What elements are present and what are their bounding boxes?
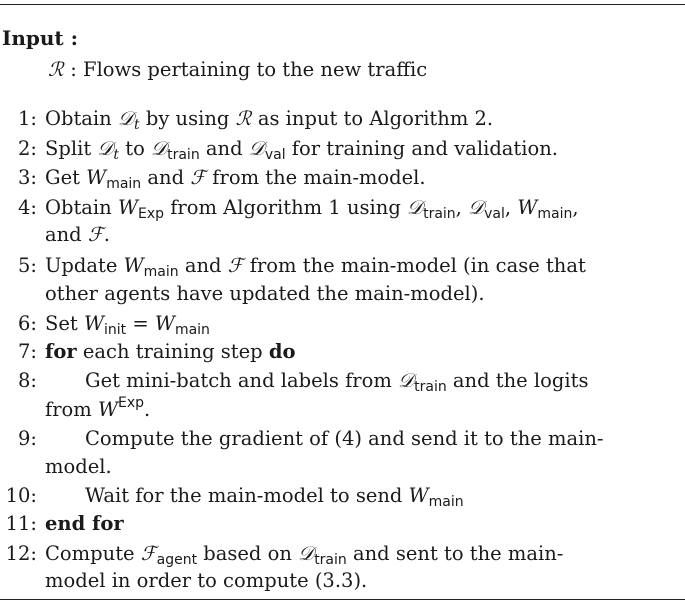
input-description — [48, 55, 427, 84]
step-number: 6: — [18, 312, 37, 335]
step-text: Compute ℱ$_{agent}$ based on 𝒟$_{train}$ and sent to the main- — [45, 542, 564, 568]
step-number: 11: — [5, 512, 37, 535]
step-text-continued: model in order to compute (3.3). — [45, 569, 368, 592]
step-text: Get $W_{main}$ and ℱ from the main-model. — [45, 166, 426, 192]
step-text: Obtain $W_{Exp}$ from Algorithm 1 using 𝒟$_{train}$, 𝒟$_{val}$, $W_{main}$, — [45, 196, 579, 222]
step-text: Compute the gradient of (4) and send it to the main- — [85, 427, 604, 450]
step-number: 10: — [5, 484, 37, 507]
step-number: 5: — [18, 254, 37, 277]
step-text: end for — [45, 512, 124, 535]
step-text: Get mini-batch and labels from 𝒟$_{train}$ and the logits — [85, 369, 589, 395]
step-text: Obtain 𝒟$_t$ by using ℛ as input to Algorithm 2. — [45, 107, 494, 133]
step-text: for each training step do — [45, 340, 296, 363]
flows-symbol: ℛ — [48, 58, 65, 81]
step-text: Set $W_{init} = W_{main}$ — [45, 312, 210, 338]
step-number: 12: — [5, 542, 37, 565]
step-text: Update $W_{main}$ and ℱ from the main-model (in case that — [45, 254, 586, 280]
step-text-continued: from $W^{Exp}$. — [45, 395, 151, 421]
step-number: 2: — [18, 137, 37, 160]
step-text: Wait for the main-model to send $W_{main}$ — [85, 484, 464, 510]
step-text-continued: model. — [45, 455, 112, 478]
step-text-continued: and ℱ. — [45, 223, 110, 246]
input-description-text: : Flows pertaining to the new traffic — [70, 58, 428, 81]
step-number: 8: — [18, 369, 37, 392]
step-number: 7: — [18, 340, 37, 363]
step-text: Split 𝒟$_t$ to 𝒟$_{train}$ and 𝒟$_{val}$ for training and validation. — [45, 137, 558, 163]
bottom-rule — [0, 599, 685, 600]
step-text-continued: other agents have updated the main-model). — [45, 282, 485, 305]
step-number: 9: — [18, 427, 37, 450]
step-number: 1: — [18, 107, 37, 130]
step-number: 3: — [18, 166, 37, 189]
input-label: Input : — [2, 26, 79, 50]
step-number: 4: — [18, 196, 37, 219]
